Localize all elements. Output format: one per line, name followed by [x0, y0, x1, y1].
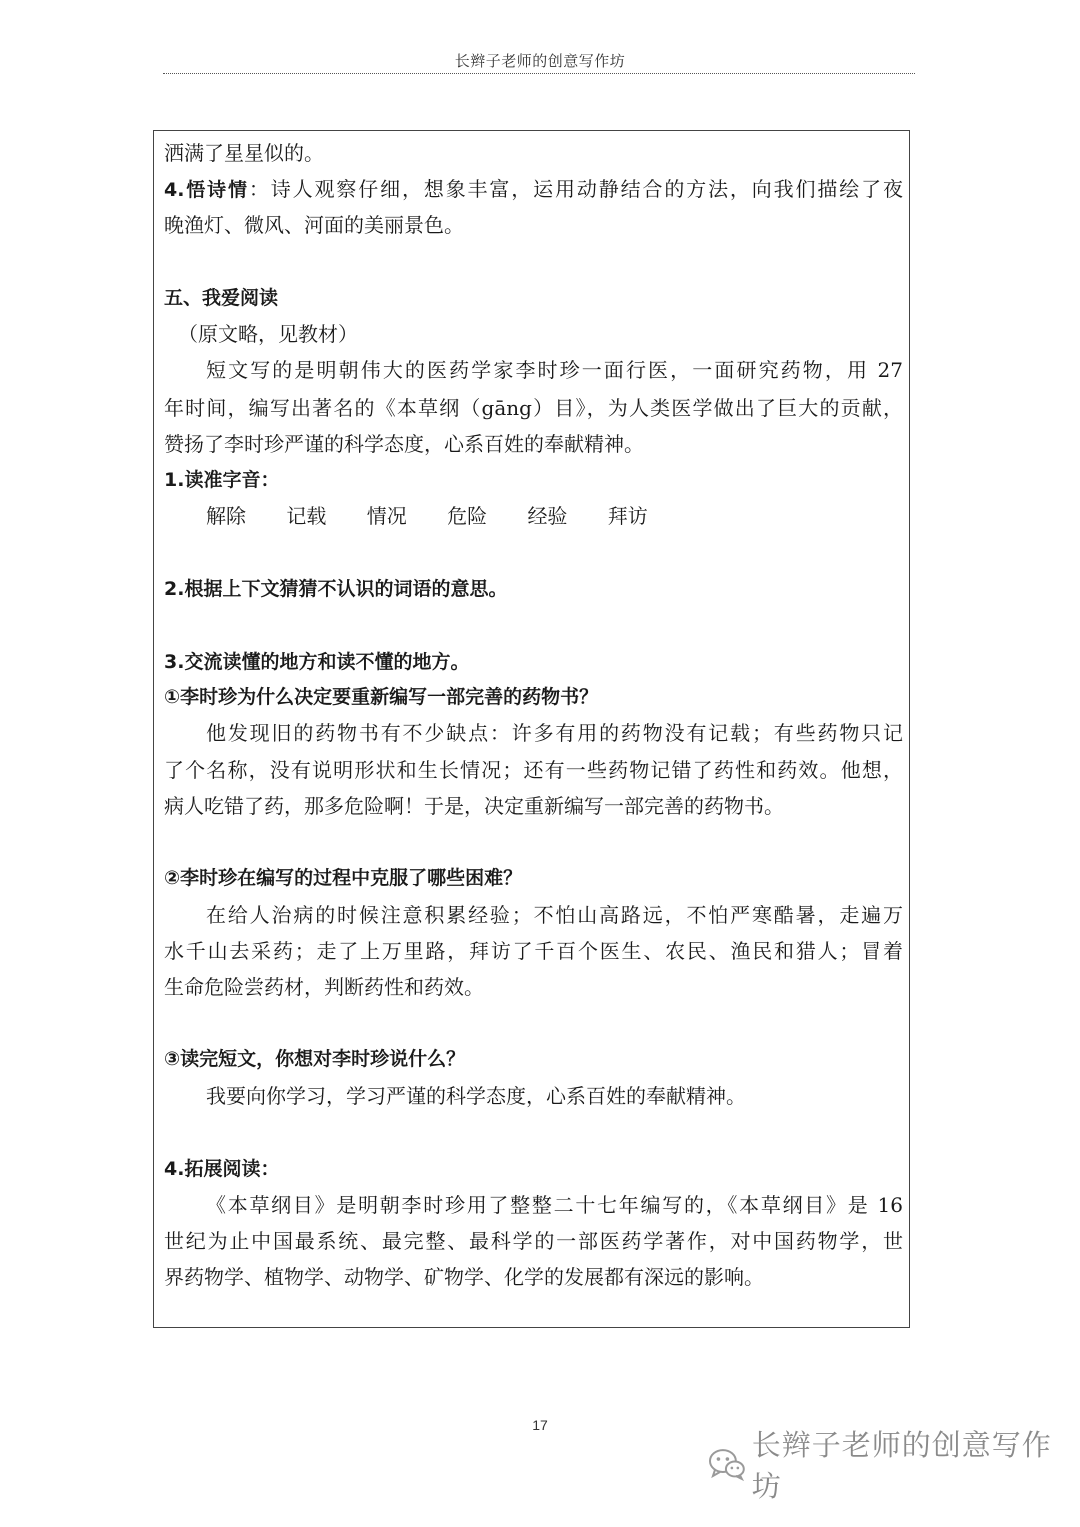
- answer-line: 病人吃错了药，那多危险啊！于是，决定重新编写一部完善的药物书。: [164, 794, 784, 818]
- answer-line: 他发现旧的药物书有不少缺点：许多有用的药物没有记载；有些药物只记: [206, 721, 903, 745]
- answer-line: 水千山去采药；走了上万里路，拜访了千百个医生、农民、渔民和猎人；冒着: [164, 939, 903, 963]
- answer-line: 我要向你学习，学习严谨的科学态度，心系百姓的奉献精神。: [206, 1084, 746, 1108]
- sub-question: ①李时珍为什么决定要重新编写一部完善的药物书？: [164, 686, 599, 708]
- answer-line: 了个名称，没有说明形状和生长情况；还有一些药物记错了药性和药效。他想，: [164, 758, 903, 782]
- question-heading: 2.根据上下文猜猜不认识的词语的意思。: [164, 578, 508, 600]
- sub-question: ③读完短文，你想对李时珍说什么？: [164, 1048, 466, 1070]
- question-heading: 4.拓展阅读：: [164, 1158, 280, 1180]
- word-list: [206, 502, 682, 530]
- watermark-text: 长辫子老师的创意写作坊: [751, 1428, 1052, 1503]
- word-item: 情况: [366, 504, 407, 528]
- text-line: 晚渔灯、微风、河面的美丽景色。: [164, 213, 464, 237]
- note-text: （原文略，见教材）: [178, 322, 358, 346]
- extended-reading-line: 界药物学、植物学、动物学、矿物学、化学的发展都有深远的影响。: [164, 1265, 764, 1289]
- word-item: 经验: [527, 504, 568, 528]
- word-item: 解除: [206, 504, 246, 528]
- summary-line: 赞扬了李时珍严谨的科学态度，心系百姓的奉献精神。: [164, 432, 644, 456]
- answer-line: 生命危险尝药材，判断药性和药效。: [164, 975, 484, 999]
- summary-line: 短文写的是明朝伟大的医药学家李时珍一面行医，一面研究药物，用 27: [206, 358, 903, 382]
- page-header-title: 长辫子老师的创意写作坊: [454, 52, 626, 70]
- wechat-icon: [708, 1446, 746, 1482]
- header-divider: [163, 73, 915, 74]
- poem-feeling-text: ：诗人观察仔细，想象丰富，运用动静结合的方法，向我们描绘了夜: [248, 177, 903, 201]
- text-line: 洒满了星星似的。: [164, 141, 324, 165]
- extended-reading-line: 《本草纲目》是明朝李时珍用了整整二十七年编写的，《本草纲目》是 16: [206, 1193, 903, 1217]
- answer-line: 在给人治病的时候注意积累经验；不怕山高路远，不怕严寒酷暑，走遍万: [206, 903, 903, 927]
- section-title: 五、我爱阅读: [164, 287, 279, 309]
- poem-feeling-line: [164, 175, 903, 204]
- extended-reading-line: 世纪为止中国最系统、最完整、最科学的一部医药学著作，对中国药物学，世: [164, 1229, 903, 1253]
- word-item: 拜访: [607, 504, 648, 528]
- watermark: [708, 1423, 1080, 1505]
- question-heading: 1.读准字音：: [164, 469, 280, 491]
- word-item: 记载: [286, 504, 327, 528]
- poem-feeling-heading: 4.悟诗情: [164, 179, 249, 201]
- question-heading: 3.交流读懂的地方和读不懂的地方。: [164, 651, 470, 673]
- sub-question: ②李时珍在编写的过程中克服了哪些困难？: [164, 867, 523, 889]
- word-item: 危险: [447, 504, 488, 528]
- page-number: 17: [532, 1417, 548, 1433]
- summary-line: 年时间，编写出著名的《本草纲（gāng）目》，为人类医学做出了巨大的贡献，: [164, 396, 903, 420]
